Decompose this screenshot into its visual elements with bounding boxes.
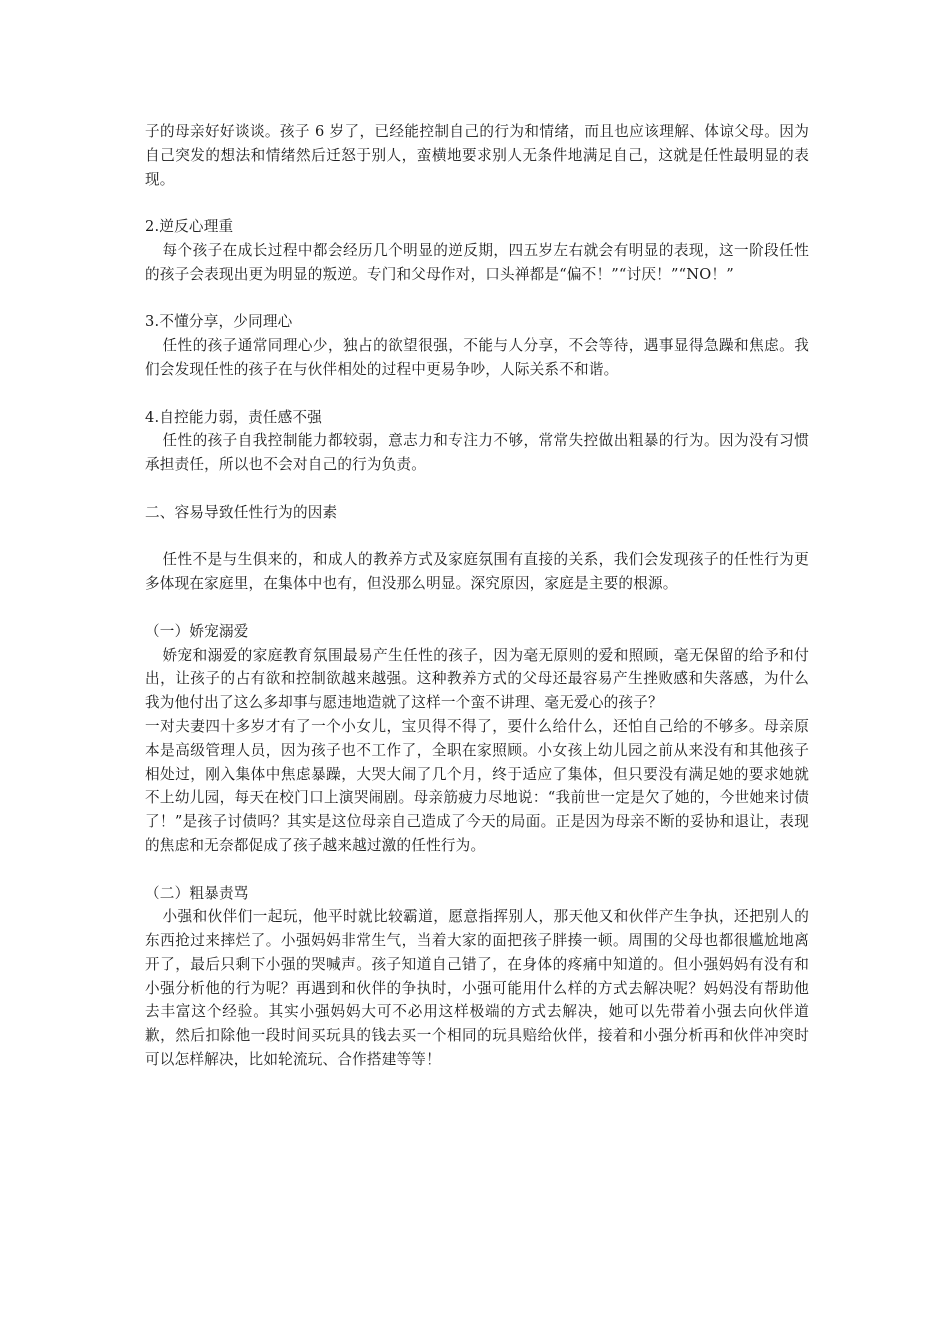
heading-harsh-scolding: （二）粗暴责骂 (145, 884, 249, 902)
paragraph-gap (145, 191, 809, 215)
paragraph-gap (145, 477, 809, 501)
paragraph-spoiling: 娇宠和溺爱的家庭教育氛围最易产生任性的孩子，因为毫无原则的爱和照顾，毫无保留的给予和付出，让孩子的占有欲和控制欲越来越强。这种教养方式的父母还最容易产生挫败感和失落感，为什么我为他付出了这么多却事与愿违地造就了这样一个蛮不讲理、毫无爱心的孩子？ (145, 646, 809, 712)
paragraph-gap (145, 596, 809, 620)
heading-self-control: 4.自控能力弱，责任感不强 (145, 408, 323, 426)
paragraph-gap (145, 287, 809, 311)
paragraph-rebellious: 每个孩子在成长过程中都会经历几个明显的逆反期，四五岁左右就会有明显的表现，这一阶段任性的孩子会表现出更为明显的叛逆。专门和父母作对，口头禅都是“偏不！”“讨厌！”“NO！” (145, 241, 809, 283)
paragraph-factors-intro: 任性不是与生俱来的，和成人的教养方式及家庭氛围有直接的关系，我们会发现孩子的任性行为更多体现在家庭里，在集体中也有，但没那么明显。深究原因，家庭是主要的根源。 (145, 551, 809, 593)
paragraph-gap (145, 382, 809, 406)
paragraph-gap (145, 525, 809, 549)
document-page (145, 120, 809, 1072)
heading-sharing: 3.不懂分享，少同理心 (145, 313, 293, 331)
heading-rebellious: 2.逆反心理重 (145, 218, 234, 236)
paragraph-spoiling-example: 一对夫妻四十多岁才有了一个小女儿，宝贝得不得了，要什么给什么，还怕自己给的不够多。母亲原本是高级管理人员，因为孩子也不工作了，全职在家照顾。小女孩上幼儿园之前从来没有和其他孩子相处过，刚入集体中焦虑暴躁，大哭大闹了几个月，终于适应了集体，但只要没有满足她的要求她就不上幼儿园，每天在校门口上演哭闹剧。母亲筋疲力尽地说：“我前世一定是欠了她的，今世她来讨债了！”是孩子讨债吗？其实是这位母亲自己造成了今天的局面。正是因为母亲不断的妥协和退让，表现的焦虑和无奈都促成了孩子越来越过激的任性行为。 (145, 717, 809, 854)
intro-paragraph: 子的母亲好好谈谈。孩子 6 岁了，已经能控制自己的行为和情绪，而且也应该理解、体谅父母。因为自己突发的想法和情绪然后迁怒于别人，蛮横地要求别人无条件地满足自己，这就是任性最明显的表现。 (145, 123, 809, 188)
heading-spoiling: （一）娇宠溺爱 (145, 622, 249, 640)
paragraph-self-control: 任性的孩子自我控制能力都较弱，意志力和专注力不够，常常失控做出粗暴的行为。因为没有习惯承担责任，所以也不会对自己的行为负责。 (145, 432, 809, 474)
section-heading-factors: 二、容易导致任性行为的因素 (145, 503, 338, 521)
paragraph-sharing: 任性的孩子通常同理心少，独占的欲望很强，不能与人分享，不会等待，遇事显得急躁和焦虑。我们会发现任性的孩子在与伙伴相处的过程中更易争吵，人际关系不和谐。 (145, 337, 809, 378)
paragraph-harsh-scolding: 小强和伙伴们一起玩，他平时就比较霸道，愿意指挥别人，那天他又和伙伴产生争执，还把别人的东西抢过来摔烂了。小强妈妈非常生气，当着大家的面把孩子胖揍一顿。周围的父母也都很尴尬地离开了，最后只剩下小强的哭喊声。孩子知道自己错了，在身体的疼痛中知道的。但小强妈妈有没有和小强分析他的行为呢？再遇到和伙伴的争执时，小强可能用什么样的方式去解决呢？妈妈没有帮助他去丰富这个经验。其实小强妈妈大可不必用这样极端的方式去解决，她可以先带着小强去向伙伴道歉，然后扣除他一段时间买玩具的钱去买一个相同的玩具赔给伙伴，接着和小强分析再和伙伴冲突时可以怎样解决，比如轮流玩、合作搭建等等！ (145, 908, 809, 1069)
paragraph-gap (145, 858, 809, 882)
